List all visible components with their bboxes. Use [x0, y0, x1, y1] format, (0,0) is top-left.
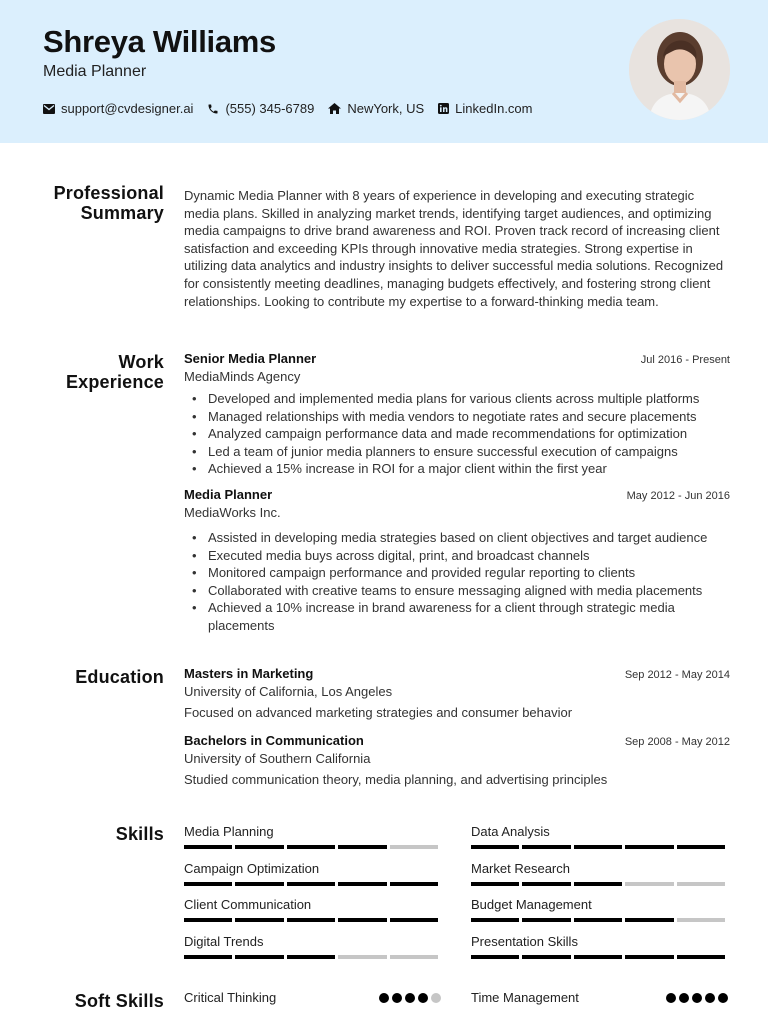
- skill-level-segment: [338, 918, 386, 922]
- skill-label: Budget Management: [471, 897, 592, 912]
- list-item: • Developed and implemented media plans for various clients across multiple platforms: [184, 390, 730, 408]
- skill-level-segment: [471, 845, 519, 849]
- skill-level-segment: [522, 918, 570, 922]
- email-icon: [43, 104, 55, 114]
- degree-title: Masters in Marketing: [184, 666, 314, 681]
- rating-dot: [692, 993, 702, 1003]
- skill-label: Campaign Optimization: [184, 861, 320, 876]
- skill-item: [184, 824, 441, 849]
- skill-item: [471, 861, 728, 886]
- skill-level-segment: [625, 882, 673, 886]
- rating-dot: [379, 993, 389, 1003]
- skill-level-segment: [235, 882, 283, 886]
- skill-level-segment: [677, 918, 725, 922]
- job-entry: [184, 351, 730, 478]
- skill-item: [471, 934, 728, 959]
- contact-phone[interactable]: [207, 101, 314, 116]
- skill-level-bar: [471, 918, 728, 922]
- skill-level-segment: [235, 955, 283, 959]
- skill-level-segment: [471, 955, 519, 959]
- skill-level-bar: [471, 882, 728, 886]
- skill-item: [184, 861, 441, 886]
- skill-level-segment: [471, 918, 519, 922]
- skill-level-segment: [338, 845, 386, 849]
- education-date: Sep 2008 - May 2012: [624, 736, 730, 748]
- contact-location-text: NewYork, US: [347, 101, 425, 116]
- skill-level-segment: [574, 882, 622, 886]
- list-item: • Achieved a 15% increase in ROI for a major client within the first year: [184, 460, 730, 478]
- contact-location: [328, 101, 424, 116]
- rating-dot: [705, 993, 715, 1003]
- job-bullets: [184, 390, 730, 478]
- skill-label: Media Planning: [184, 824, 274, 839]
- skill-level-segment: [390, 845, 438, 849]
- skill-level-segment: [625, 955, 673, 959]
- skill-level-segment: [390, 918, 438, 922]
- rating-dot: [392, 993, 402, 1003]
- job-company: MediaWorks Inc.: [184, 505, 281, 520]
- skill-level-segment: [287, 955, 335, 959]
- job-title: Media Planner: [43, 63, 147, 80]
- skill-level-bar: [471, 845, 728, 849]
- rating-dot: [418, 993, 428, 1003]
- rating-dot: [679, 993, 689, 1003]
- school-name: University of Southern California: [184, 751, 371, 766]
- skill-level-segment: [338, 955, 386, 959]
- list-item: • Assisted in developing media strategies based on client objectives and target audience: [184, 529, 730, 547]
- section-title-line: Experience: [65, 372, 164, 392]
- skill-level-segment: [184, 955, 232, 959]
- skill-level-segment: [522, 845, 570, 849]
- contact-linkedin[interactable]: [438, 101, 532, 116]
- skill-level-segment: [677, 845, 725, 849]
- skill-item: [471, 897, 728, 922]
- header-banner: [0, 0, 768, 143]
- skill-level-segment: [574, 845, 622, 849]
- school-name: University of California, Los Angeles: [184, 684, 393, 699]
- education-entry: [184, 733, 730, 787]
- skill-level-segment: [184, 918, 232, 922]
- skill-item: [471, 824, 728, 849]
- skill-level-segment: [471, 882, 519, 886]
- education-description: Studied communication theory, media planning, and advertising principles: [184, 772, 608, 787]
- skill-label: Data Analysis: [471, 824, 550, 839]
- section-title-line: Work: [118, 352, 164, 372]
- job-bullets: [184, 529, 730, 635]
- education-entry: [184, 666, 730, 720]
- soft-skill-label: Critical Thinking: [184, 990, 277, 1005]
- education-date: Sep 2012 - May 2014: [624, 669, 730, 681]
- rating-dot: [666, 993, 676, 1003]
- soft-skill-rating: [663, 993, 728, 1003]
- skill-level-segment: [522, 955, 570, 959]
- section-title-education: Education: [75, 667, 164, 687]
- list-item: • Managed relationships with media vendors to negotiate rates and secure placements: [184, 408, 730, 426]
- linkedin-icon: [438, 103, 449, 114]
- skill-level-bar: [184, 845, 441, 849]
- list-item: • Achieved a 10% increase in brand awareness for a client through strategic media placements: [184, 599, 730, 634]
- skill-level-segment: [235, 845, 283, 849]
- education-description: Focused on advanced marketing strategies and consumer behavior: [184, 705, 573, 720]
- skill-level-segment: [184, 882, 232, 886]
- contact-bar: [43, 101, 547, 116]
- skill-level-segment: [390, 882, 438, 886]
- skill-level-segment: [287, 882, 335, 886]
- degree-title: Bachelors in Communication: [184, 733, 364, 748]
- rating-dot: [431, 993, 441, 1003]
- job-date: Jul 2016 - Present: [640, 354, 730, 366]
- skill-label: Presentation Skills: [471, 934, 578, 949]
- home-icon: [328, 103, 341, 114]
- section-title-line: Summary: [80, 203, 164, 223]
- skill-item: [184, 897, 441, 922]
- soft-skill-item: [471, 990, 728, 1005]
- section-title-line: Professional: [53, 183, 164, 203]
- skill-level-segment: [574, 955, 622, 959]
- job-date: May 2012 - Jun 2016: [626, 490, 730, 502]
- candidate-name: Shreya Williams: [43, 24, 276, 59]
- summary-text: Dynamic Media Planner with 8 years of experience in developing and executing strategic media plans. Skilled in analyzing market trends, identifying target audiences, and optimizing media campaigns to drive brand awareness and ROI. Proven track record of increasing client satisfaction and exceeding KPIs through innovative media strategies. Strong expertise in utilizing data analytics and industry insights to deliver successful media solutions. Recognized for consistently meeting deadlines, managing budgets effectively, and fostering strong client relationships. Looking to contribute my expertise to a forward-thinking media team.: [184, 188, 724, 309]
- skill-level-segment: [522, 882, 570, 886]
- list-item: • Analyzed campaign performance data and made recommendations for optimization: [184, 425, 730, 443]
- list-item: • Monitored campaign performance and provided regular reporting to clients: [184, 564, 730, 582]
- skill-level-bar: [184, 918, 441, 922]
- contact-email[interactable]: [43, 101, 193, 116]
- job-title-text: Media Planner: [184, 487, 273, 502]
- skill-item: [184, 934, 441, 959]
- profile-photo: [629, 19, 730, 120]
- skill-level-segment: [184, 845, 232, 849]
- contact-linkedin-text: LinkedIn.com: [455, 101, 533, 116]
- skill-level-bar: [184, 955, 441, 959]
- skill-level-bar: [471, 955, 728, 959]
- job-company: MediaMinds Agency: [184, 369, 301, 384]
- section-title-soft-skills: Soft Skills: [74, 991, 164, 1011]
- skill-level-segment: [574, 918, 622, 922]
- list-item: • Collaborated with creative teams to ensure messaging aligned with media placements: [184, 582, 730, 600]
- list-item: • Led a team of junior media planners to ensure successful execution of campaigns: [184, 443, 730, 461]
- list-item: • Executed media buys across digital, print, and broadcast channels: [184, 547, 730, 565]
- skill-label: Market Research: [471, 861, 570, 876]
- rating-dot: [405, 993, 415, 1003]
- skill-level-segment: [625, 918, 673, 922]
- skill-label: Client Communication: [184, 897, 312, 912]
- section-title-experience: [66, 352, 164, 392]
- contact-email-text: support@cvdesigner.ai: [61, 101, 194, 116]
- soft-skill-label: Time Management: [471, 990, 579, 1005]
- rating-dot: [718, 993, 728, 1003]
- job-entry: [184, 487, 730, 635]
- soft-skill-rating: [376, 993, 441, 1003]
- soft-skill-item: [184, 990, 441, 1005]
- skill-level-segment: [287, 918, 335, 922]
- skill-level-segment: [677, 882, 725, 886]
- skill-level-segment: [235, 918, 283, 922]
- skill-level-segment: [338, 882, 386, 886]
- phone-icon: [207, 103, 219, 115]
- section-title-summary: [54, 183, 164, 223]
- skill-label: Digital Trends: [184, 934, 264, 949]
- skill-level-segment: [625, 845, 673, 849]
- skill-level-segment: [390, 955, 438, 959]
- section-title-skills: Skills: [115, 824, 164, 844]
- skill-level-segment: [287, 845, 335, 849]
- skill-level-bar: [184, 882, 441, 886]
- job-title-text: Senior Media Planner: [184, 351, 317, 366]
- skill-level-segment: [677, 955, 725, 959]
- contact-phone-text: (555) 345-6789: [225, 101, 315, 116]
